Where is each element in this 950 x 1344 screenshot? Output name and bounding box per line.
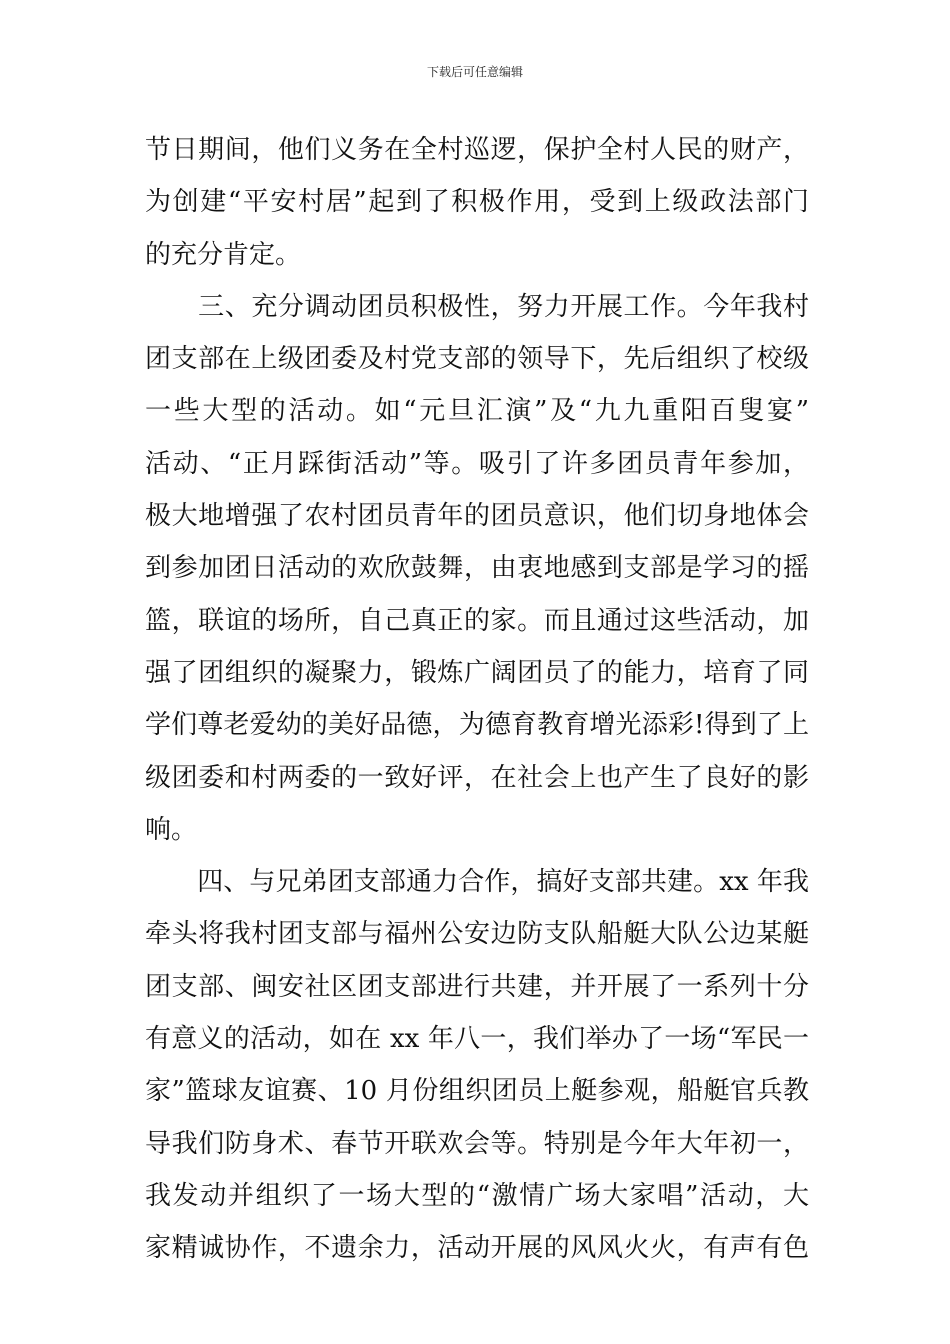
text-line: 家精诚协作，不遗余力，活动开展的风风火火，有声有色 xyxy=(145,1233,809,1264)
document-body xyxy=(145,124,809,1275)
text-line: 级团委和村两委的一致好评，在社会上也产生了良好的影 xyxy=(145,762,809,793)
text-line: 团支部在上级团委及村党支部的领导下，先后组织了校级 xyxy=(145,344,809,375)
text-line: 强了团组织的凝聚力，锻炼广阔团员了的能力，培育了同 xyxy=(145,657,809,688)
text-line: 为创建“平安村居”起到了积极作用，受到上级政法部门 xyxy=(145,187,809,218)
text-line: 有意义的活动，如在 xx 年八一，我们举办了一场“军民一 xyxy=(145,1024,809,1055)
page-header: 下载后可任意编辑 xyxy=(426,65,523,79)
text-line: 极大地增强了农村团员青年的团员意识，他们切身地体会 xyxy=(145,501,809,532)
text-line: 学们尊老爱幼的美好品德，为德育教育增光添彩!得到了上 xyxy=(145,710,809,741)
text-line: 一些大型的活动。如“元旦汇演”及“九九重阳百叟宴” xyxy=(145,396,809,427)
text-line: 活动、“正月踩街活动”等。吸引了许多团员青年参加， xyxy=(145,448,809,479)
text-line: 节日期间，他们义务在全村巡逻，保护全村人民的财产， xyxy=(145,135,809,165)
text-line: 到参加团日活动的欢欣鼓舞，由衷地感到支部是学习的摇 xyxy=(145,553,809,584)
text-line: 团支部、闽安社区团支部进行共建，并开展了一系列十分 xyxy=(145,971,809,1002)
text-line: 家”篮球友谊赛、10 月份组织团员上艇参观，船艇官兵教 xyxy=(145,1076,809,1107)
text-line: 四、与兄弟团支部通力合作，搞好支部共建。xx 年我 xyxy=(145,867,809,898)
text-line: 牵头将我村团支部与福州公安边防支队船艇大队公边某艇 xyxy=(145,919,809,950)
text-line: 我发动并组织了一场大型的“激情广场大家唱”活动，大 xyxy=(145,1180,809,1211)
text-line: 的充分肯定。 xyxy=(145,239,302,270)
text-line: 三、充分调动团员积极性，努力开展工作。今年我村 xyxy=(145,291,809,322)
text-line: 响。 xyxy=(145,814,198,845)
text-line: 篮，联谊的场所，自己真正的家。而且通过这些活动，加 xyxy=(145,605,809,636)
text-line: 导我们防身术、春节开联欢会等。特别是今年大年初一， xyxy=(145,1128,809,1159)
